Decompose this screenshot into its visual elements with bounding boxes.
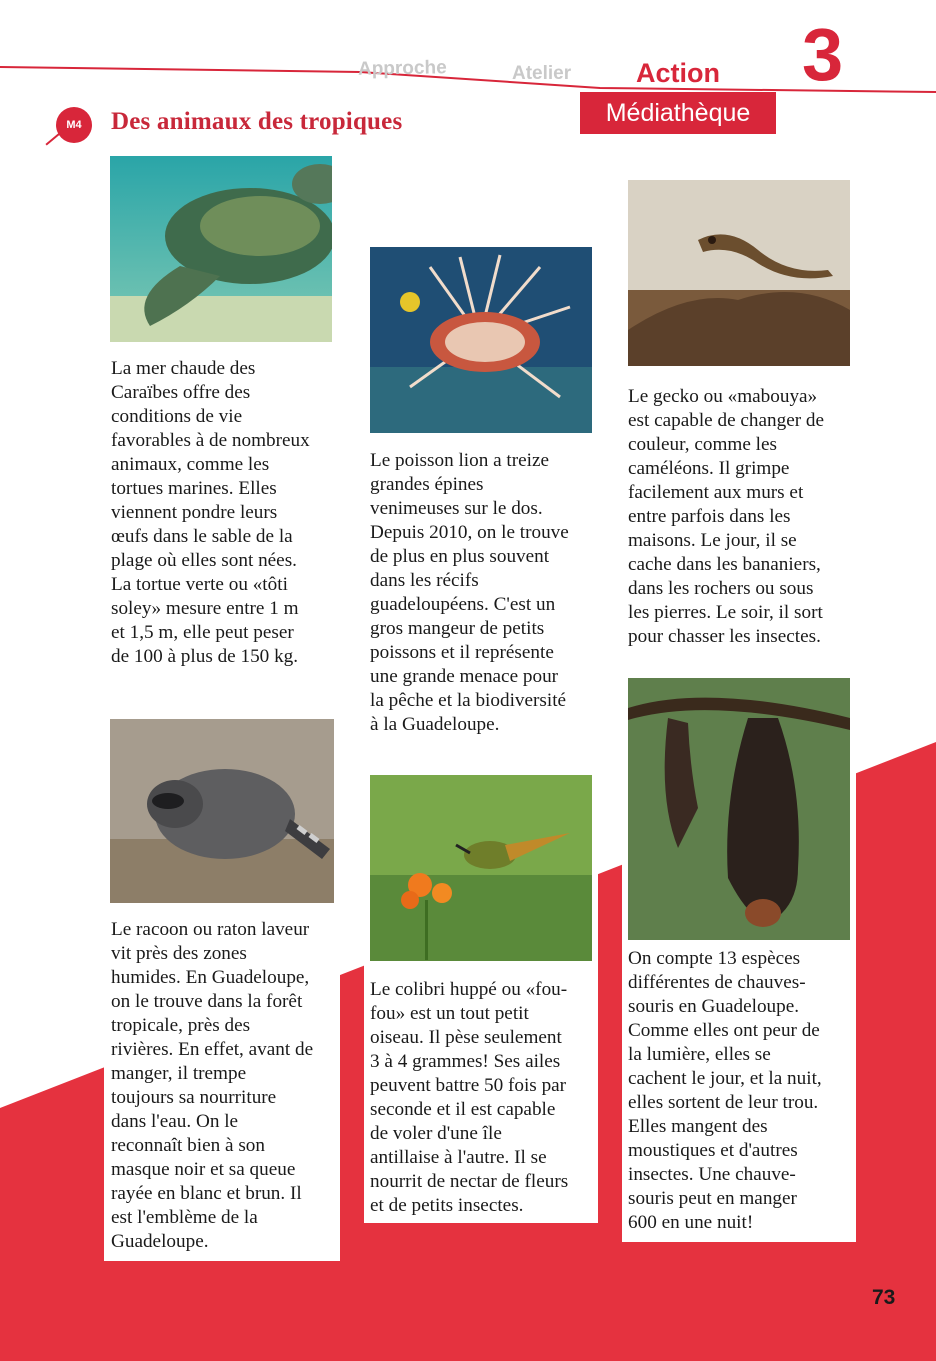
nav-action[interactable]: Action xyxy=(636,58,720,88)
text-gecko: Le gecko ou «mabouya» est capable de changer de couleur, comme les caméléons. Il grimpe facilement aux murs et entre parfois dans les maisons. Le jour, il se cache dans les bananiers, dans les rochers ou sous les pierres. Le soir, il sort pour chasser les insectes. xyxy=(628,386,825,647)
page-number: 73 xyxy=(872,1286,896,1309)
lionfish-photo xyxy=(370,247,592,433)
gecko-photo xyxy=(628,180,850,366)
section-badge: M4 xyxy=(56,107,92,143)
nav-atelier[interactable]: Atelier xyxy=(512,63,572,84)
header-rule xyxy=(0,0,936,110)
raccoon-photo xyxy=(110,719,334,903)
text-chauvesouris: On compte 13 espèces différentes de chauves- souris en Guadeloupe. Comme elles ont peur de la lumière, elles se cachent le jour, et la nuit, elles sortent de leur trou. Elles mangent des moustiques et d'autres insectes. Une chauve- souris peut en manger 600 en une nuit! xyxy=(628,948,822,1233)
nav-approche[interactable]: Approche xyxy=(357,57,447,80)
text-tortue: La mer chaude des Caraïbes offre des conditions de vie favorables à de nombreux animaux, comme les tortues marines. Elles viennent pondre leurs œufs dans le sable de la plage où elles sont nées. La tortue verte ou «tôti soley» mesure entre 1 m et 1,5 m, elle peut peser de 100 à plus de 150 kg. xyxy=(111,358,310,667)
text-racoon: Le racoon ou raton laveur vit près des zones humides. En Guadeloupe, on le trouve dans la forêt tropicale, près des rivières. En effet, avant de manger, il trempe toujours sa nourriture dans l'eau. On le reconnaît bien à son masque noir et sa queue rayée en blanc et brun. Il est l'emblème de la Guadeloupe. xyxy=(111,919,314,1252)
tab-mediatheque[interactable]: Médiathèque xyxy=(580,92,776,134)
text-poisson: Le poisson lion a treize grandes épines venimeuses sur le dos. Depuis 2010, on le trouve de plus en plus souvent dans les récifs guadeloupéens. C'est un gros mangeur de petits poissons et il représente une grande menace pour la pêche et la biodiversité à la Guadeloupe. xyxy=(370,450,569,735)
section-title: Des animaux des tropiques xyxy=(111,108,403,135)
bat-photo xyxy=(628,678,850,940)
turtle-photo xyxy=(110,156,332,342)
hummingbird-photo xyxy=(370,775,592,961)
chapter-number: 3 xyxy=(802,13,844,96)
text-colibri: Le colibri huppé ou «fou- fou» est un tout petit oiseau. Il pèse seulement 3 à 4 grammes! Ses ailes peuvent battre 50 fois par seconde et il est capable de voler d'une île antillaise à l'autre. Il se nourrit de nectar de fleurs et de petits insectes. xyxy=(370,979,569,1216)
